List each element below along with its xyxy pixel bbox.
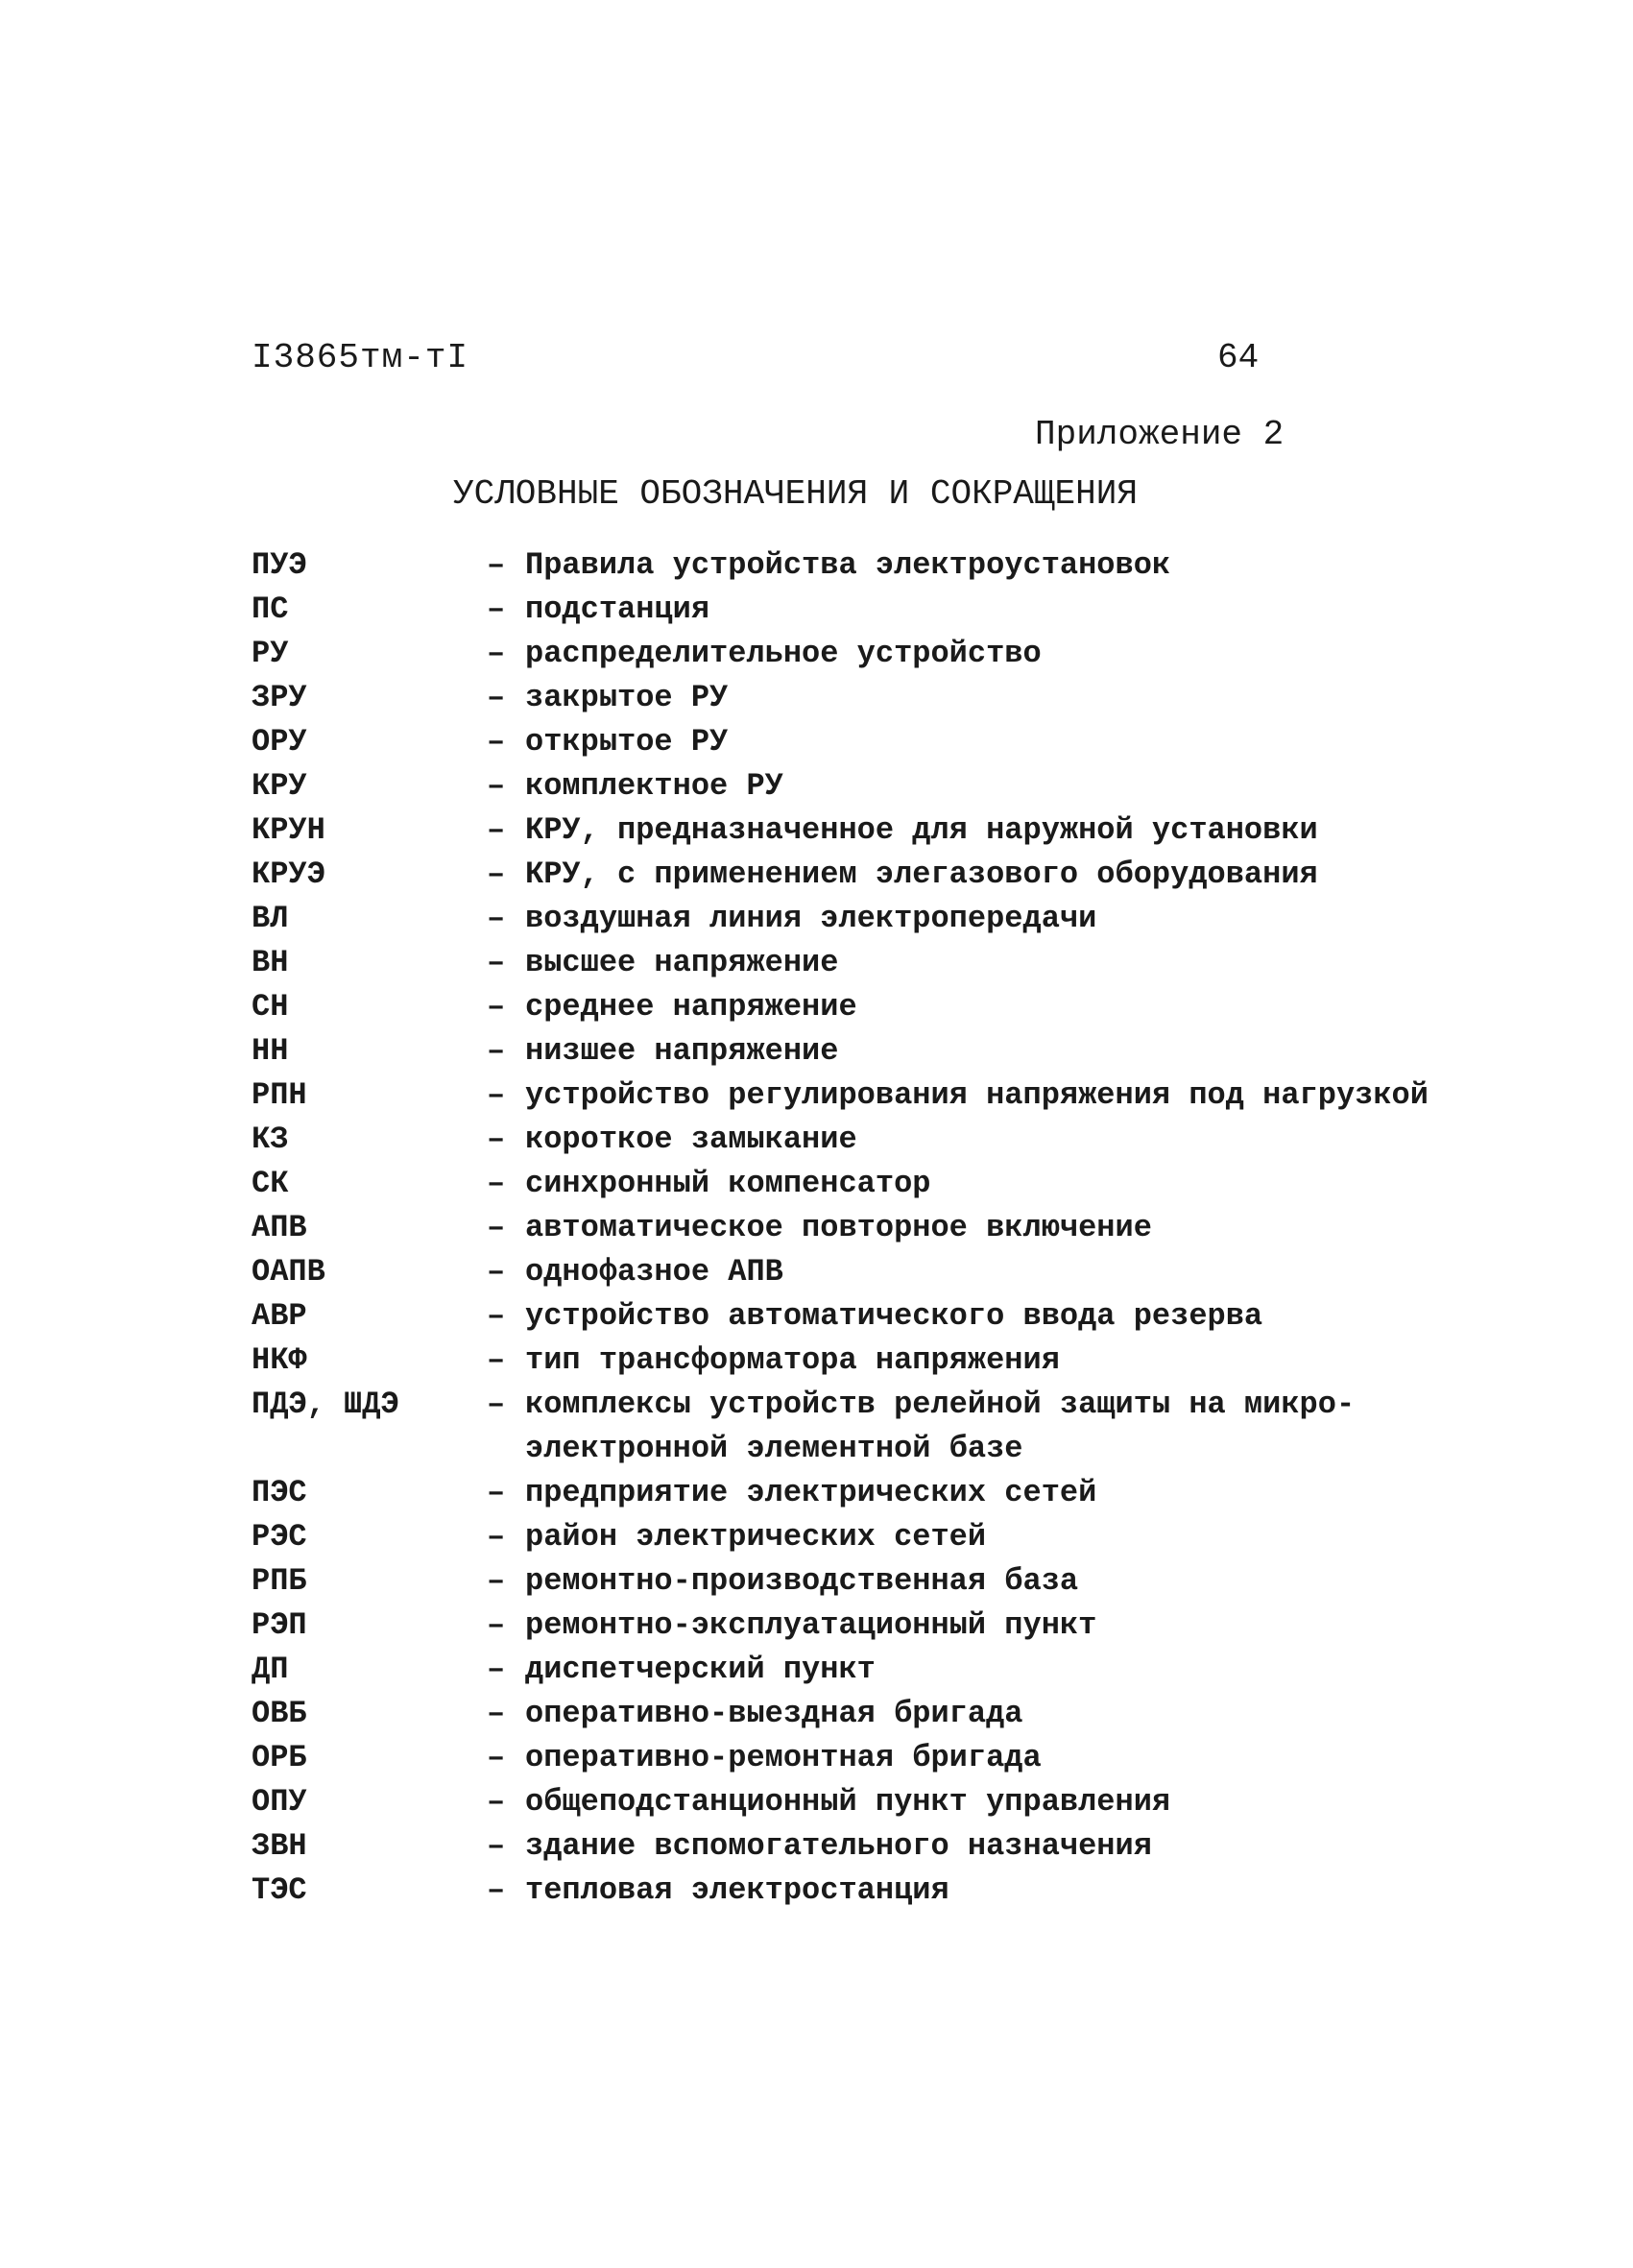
abbreviation-definition [525, 676, 1442, 720]
abbreviation-dash: – [487, 1387, 506, 1422]
abbreviation-definition-line: воздушная линия электропередачи [525, 901, 1097, 936]
abbreviation-term: СК [252, 1166, 289, 1201]
abbreviation-term: НКФ [252, 1342, 307, 1378]
abbreviation-definition-line: подстанция [525, 591, 710, 627]
abbreviation-definition-line: распределительное устройство [525, 636, 1042, 671]
abbreviation-definition-line: устройство автоматического ввода резерва [525, 1298, 1263, 1334]
abbreviation-definition [525, 1250, 1442, 1294]
abbreviation-term: ОПУ [252, 1784, 307, 1820]
abbreviation-term: РУ [252, 636, 289, 671]
abbreviation-dash: – [487, 945, 506, 980]
abbreviation-definition [525, 1162, 1442, 1206]
abbreviation-definition [525, 632, 1442, 676]
abbreviation-definition [525, 1604, 1442, 1648]
abbreviation-row [252, 1294, 1442, 1339]
abbreviation-dash: – [487, 591, 506, 627]
abbreviation-definition [525, 1559, 1442, 1604]
abbreviation-row [252, 1250, 1442, 1294]
abbreviation-definition [525, 808, 1442, 853]
abbreviation-term: КРУ [252, 768, 307, 804]
abbreviation-row [252, 1339, 1442, 1383]
abbreviation-row [252, 1824, 1442, 1869]
abbreviation-row [252, 808, 1442, 853]
abbreviation-term: КРУН [252, 812, 325, 848]
abbreviation-definition [525, 588, 1442, 632]
abbreviation-row [252, 764, 1442, 808]
abbreviation-definition-line: закрытое РУ [525, 680, 729, 715]
page-number: 64 [1217, 338, 1260, 377]
abbreviation-definition-line: район электрических сетей [525, 1519, 987, 1555]
abbreviation-definition [525, 1515, 1442, 1559]
abbreviation-row [252, 1648, 1442, 1692]
abbreviation-dash: – [487, 1696, 506, 1731]
abbreviation-definition [525, 1118, 1442, 1162]
abbreviation-term: ВЛ [252, 901, 289, 936]
abbreviation-term: НН [252, 1033, 289, 1069]
abbreviation-row [252, 1692, 1442, 1736]
abbreviation-dash: – [487, 1475, 506, 1510]
abbreviation-definition-line: КРУ, с применением элегазового оборудования [525, 857, 1318, 892]
abbreviation-term: ОРБ [252, 1740, 307, 1775]
abbreviation-dash: – [487, 1828, 506, 1864]
abbreviation-definition [525, 853, 1442, 897]
abbreviation-dash: – [487, 1740, 506, 1775]
abbreviation-row [252, 1206, 1442, 1250]
abbreviation-definition-line: ремонтно-производственная база [525, 1563, 1079, 1599]
abbreviation-dash: – [487, 1210, 506, 1245]
abbreviation-row [252, 1736, 1442, 1780]
abbreviation-row [252, 853, 1442, 897]
abbreviation-definition-line: Правила устройства электроустановок [525, 547, 1171, 583]
abbreviation-definition-line: предприятие электрических сетей [525, 1475, 1097, 1510]
appendix-label: Приложение 2 [1035, 415, 1285, 454]
abbreviation-definition [525, 941, 1442, 985]
abbreviation-definition [525, 1074, 1442, 1118]
abbreviation-dash: – [487, 901, 506, 936]
abbreviation-definition-line: ремонтно-эксплуатационный пункт [525, 1607, 1097, 1643]
abbreviation-term: ПУЭ [252, 547, 307, 583]
abbreviation-term: ВН [252, 945, 289, 980]
abbreviation-definition [525, 985, 1442, 1029]
abbreviation-term: ЗВН [252, 1828, 307, 1864]
abbreviation-row [252, 588, 1442, 632]
abbreviation-row [252, 632, 1442, 676]
abbreviation-definition [525, 1339, 1442, 1383]
abbreviation-row [252, 543, 1442, 588]
abbreviation-dash: – [487, 1784, 506, 1820]
abbreviation-definition-continuation: электронной элементной базе [525, 1431, 1023, 1466]
abbreviation-row [252, 1029, 1442, 1074]
abbreviation-dash: – [487, 1563, 506, 1599]
abbreviation-definition-line: автоматическое повторное включение [525, 1210, 1152, 1245]
abbreviation-row [252, 1559, 1442, 1604]
abbreviation-definition [525, 1294, 1442, 1339]
abbreviation-definition [525, 1692, 1442, 1736]
abbreviation-row [252, 1471, 1442, 1515]
abbreviation-term: РЭП [252, 1607, 307, 1643]
abbreviation-definition-line: высшее напряжение [525, 945, 839, 980]
abbreviation-list [252, 543, 1442, 1913]
abbreviation-term: РЭС [252, 1519, 307, 1555]
abbreviation-definition [525, 1471, 1442, 1515]
abbreviation-term: АПВ [252, 1210, 307, 1245]
abbreviation-definition-line: общеподстанционный пункт управления [525, 1784, 1171, 1820]
abbreviation-row [252, 676, 1442, 720]
abbreviation-definition-line: оперативно-выездная бригада [525, 1696, 1023, 1731]
abbreviation-dash: – [487, 680, 506, 715]
abbreviation-definition-line: синхронный компенсатор [525, 1166, 931, 1201]
abbreviation-dash: – [487, 1652, 506, 1687]
abbreviation-definition [525, 764, 1442, 808]
abbreviation-row [252, 1604, 1442, 1648]
abbreviation-term: ОАПВ [252, 1254, 325, 1290]
abbreviation-definition-line: комплектное РУ [525, 768, 783, 804]
abbreviation-definition-line: комплексы устройств релейной защиты на микро- [525, 1387, 1356, 1422]
abbreviation-definition [525, 1029, 1442, 1074]
abbreviation-definition-line: тепловая электростанция [525, 1872, 949, 1908]
abbreviation-dash: – [487, 812, 506, 848]
abbreviation-term: ПС [252, 591, 289, 627]
abbreviation-term: ТЭС [252, 1872, 307, 1908]
abbreviation-row [252, 1074, 1442, 1118]
abbreviation-dash: – [487, 1122, 506, 1157]
abbreviation-definition-line: устройство регулирования напряжения под нагрузкой [525, 1077, 1429, 1113]
abbreviation-dash: – [487, 1166, 506, 1201]
abbreviation-definition [525, 1780, 1442, 1824]
abbreviation-definition [525, 1736, 1442, 1780]
abbreviation-definition-line: среднее напряжение [525, 989, 857, 1025]
abbreviation-definition [525, 1206, 1442, 1250]
abbreviation-dash: – [487, 547, 506, 583]
abbreviation-definition-line: КРУ, предназначенное для наружной установки [525, 812, 1318, 848]
abbreviation-term: ДП [252, 1652, 289, 1687]
abbreviation-term: КРУЭ [252, 857, 325, 892]
abbreviation-dash: – [487, 1254, 506, 1290]
abbreviation-row [252, 941, 1442, 985]
abbreviation-dash: – [487, 636, 506, 671]
abbreviation-definition-line: тип трансформатора напряжения [525, 1342, 1060, 1378]
abbreviation-term: ОРУ [252, 724, 307, 760]
abbreviation-term: ЗРУ [252, 680, 307, 715]
abbreviation-dash: – [487, 1077, 506, 1113]
abbreviation-term: АВР [252, 1298, 307, 1334]
abbreviation-row [252, 1118, 1442, 1162]
section-title: УСЛОВНЫЕ ОБОЗНАЧЕНИЯ И СОКРАЩЕНИЯ [453, 474, 1138, 514]
abbreviation-definition-line: однофазное АПВ [525, 1254, 783, 1290]
document-code: I3865тм-тI [252, 338, 469, 377]
abbreviation-dash: – [487, 857, 506, 892]
abbreviation-row [252, 985, 1442, 1029]
abbreviation-row [252, 1780, 1442, 1824]
abbreviation-term: КЗ [252, 1122, 289, 1157]
abbreviation-definition [525, 1383, 1442, 1471]
abbreviation-row [252, 897, 1442, 941]
abbreviation-row [252, 1869, 1442, 1913]
abbreviation-dash: – [487, 1607, 506, 1643]
abbreviation-term: ОВБ [252, 1696, 307, 1731]
abbreviation-definition [525, 1869, 1442, 1913]
abbreviation-dash: – [487, 768, 506, 804]
abbreviation-definition-line: короткое замыкание [525, 1122, 857, 1157]
abbreviation-definition [525, 543, 1442, 588]
abbreviation-definition-line: здание вспомогательного назначения [525, 1828, 1152, 1864]
abbreviation-definition-line: диспетчерский пункт [525, 1652, 876, 1687]
abbreviation-dash: – [487, 1342, 506, 1378]
abbreviation-term: РПН [252, 1077, 307, 1113]
abbreviation-definition-line: оперативно-ремонтная бригада [525, 1740, 1042, 1775]
abbreviation-dash: – [487, 1298, 506, 1334]
abbreviation-definition [525, 897, 1442, 941]
abbreviation-row [252, 1383, 1442, 1471]
abbreviation-definition [525, 1824, 1442, 1869]
abbreviation-dash: – [487, 724, 506, 760]
abbreviation-term: РПБ [252, 1563, 307, 1599]
abbreviation-row [252, 1515, 1442, 1559]
abbreviation-dash: – [487, 1872, 506, 1908]
abbreviation-definition-line: открытое РУ [525, 724, 729, 760]
abbreviation-term: СН [252, 989, 289, 1025]
abbreviation-dash: – [487, 989, 506, 1025]
abbreviation-row [252, 720, 1442, 764]
abbreviation-dash: – [487, 1033, 506, 1069]
abbreviation-dash: – [487, 1519, 506, 1555]
abbreviation-definition [525, 720, 1442, 764]
abbreviation-term: ПЭС [252, 1475, 307, 1510]
abbreviation-term: ПДЭ, ШДЭ [252, 1387, 399, 1422]
abbreviation-definition-line: низшее напряжение [525, 1033, 839, 1069]
abbreviation-definition [525, 1648, 1442, 1692]
abbreviation-row [252, 1162, 1442, 1206]
